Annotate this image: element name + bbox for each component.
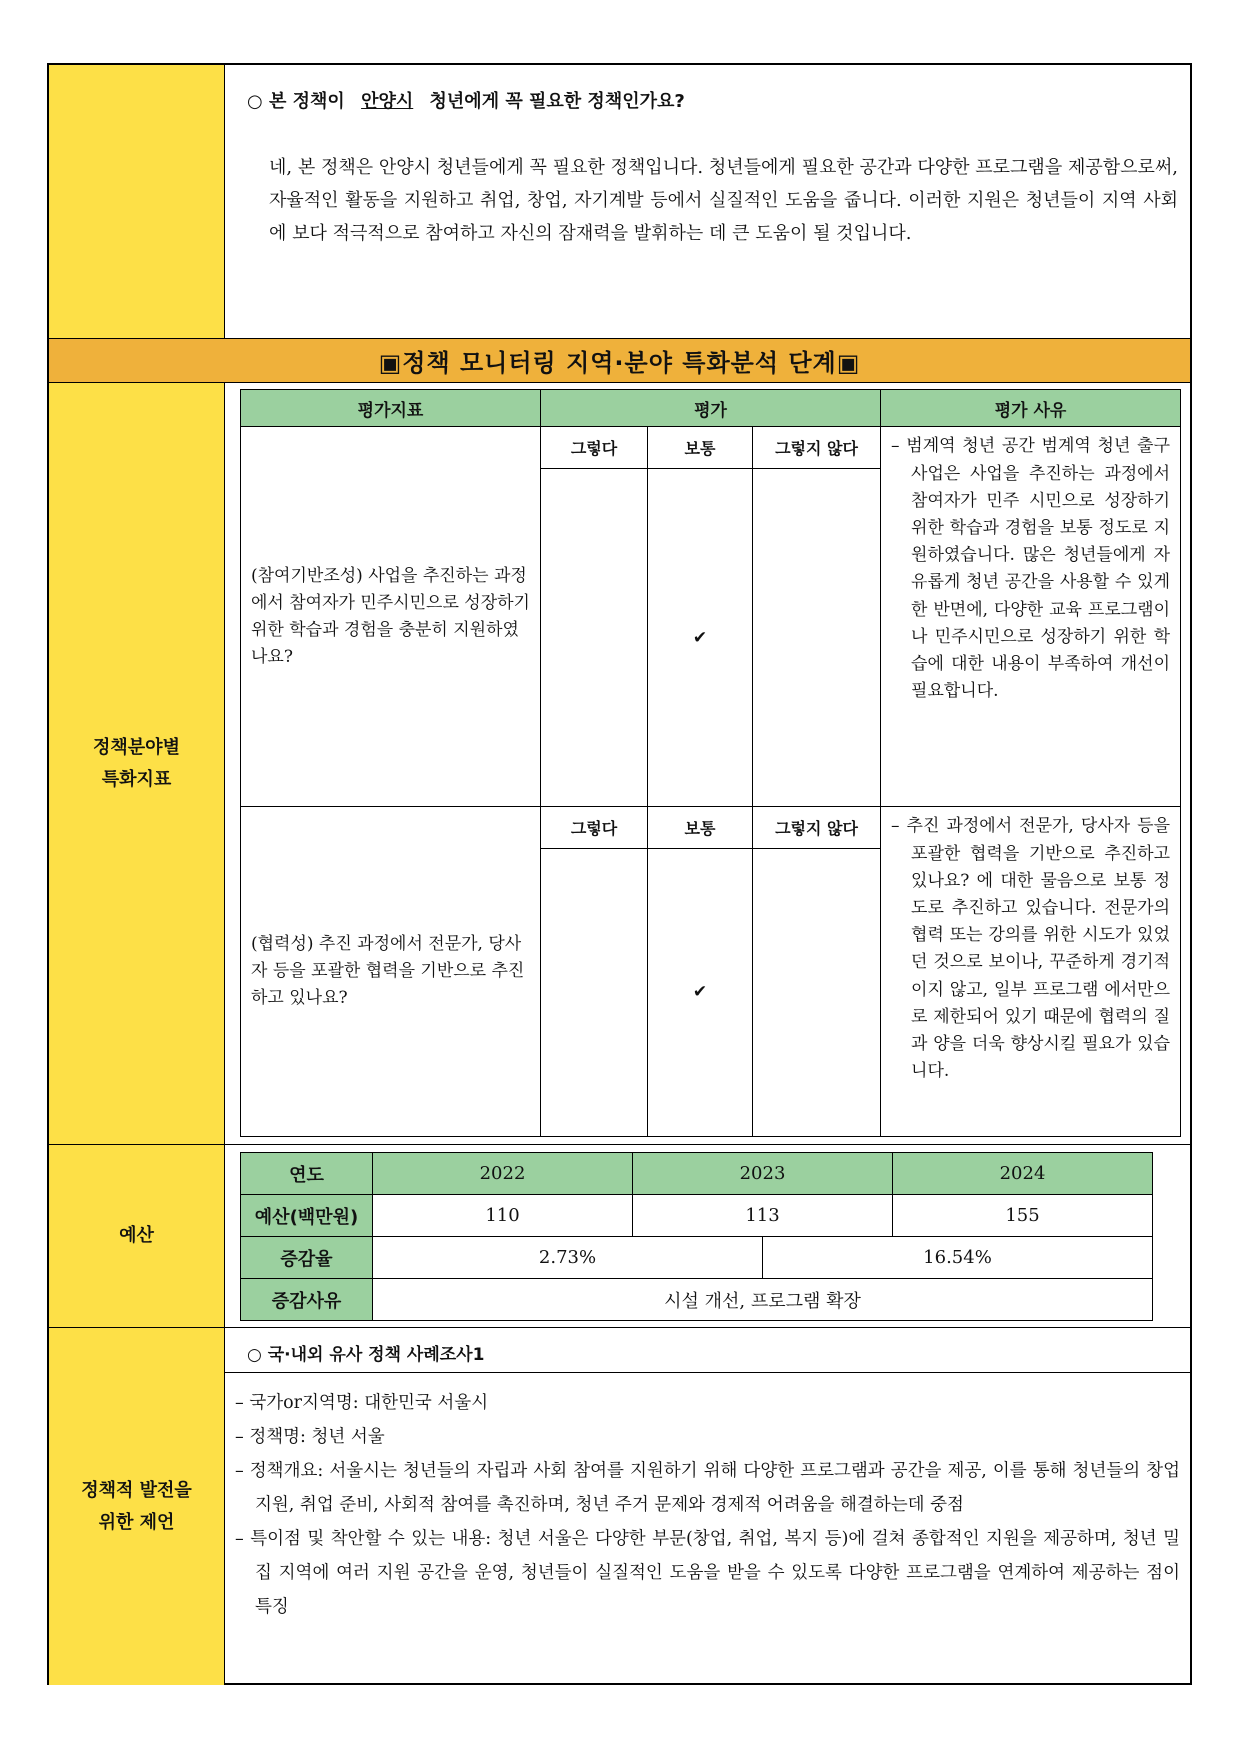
year-2023: 2023 — [633, 1153, 893, 1195]
option-neutral: 보통 — [648, 807, 753, 848]
list-item: – 특이점 및 착안할 수 있는 내용: 청년 서울은 다양한 부문(창업, 취업, 복지 등)에 걸쳐 종합적인 지원을 제공하며, 청년 밀집 지역에 여러 지원 공간을 운영, 청년들이 실질적인 도움을 받을 수 있도록 다양한 프로그램을 연계하여 제공하는 점이 특징 — [235, 1529, 1180, 1617]
question-prefix: ○ 본 정책이 — [247, 91, 345, 112]
proposal-side-label — [49, 1328, 225, 1685]
side-label-line2: 위한 제언 — [98, 1511, 175, 1533]
evaluation-table — [240, 389, 1181, 1137]
amount-2023: 113 — [633, 1195, 893, 1237]
year-2022: 2022 — [373, 1153, 633, 1195]
necessity-question — [247, 87, 685, 113]
policy-monitoring-form — [47, 63, 1192, 1685]
indicator-reason — [881, 807, 1181, 1137]
reason-label: 증감사유 — [241, 1279, 373, 1321]
question-suffix: 청년에게 꼭 필요한 정책인가요? — [429, 91, 685, 112]
amount-2024: 155 — [893, 1195, 1153, 1237]
check-mark-icon: ✔ — [648, 468, 753, 807]
budget-table — [240, 1152, 1153, 1321]
indicator-reason — [881, 427, 1181, 807]
option-no: 그렇지 않다 — [753, 807, 881, 848]
case-study-list — [235, 1386, 1180, 1624]
cell-yes — [541, 848, 648, 1136]
region-name: 안양시 — [361, 91, 414, 112]
option-neutral: 보통 — [648, 427, 753, 468]
indicator-question: (협력성) 추진 과정에서 전문가, 당사자 등을 포괄한 협력을 기반으로 추진하고 있나요? — [241, 807, 541, 1137]
cell-no — [753, 848, 881, 1136]
reason-text: – 범계역 청년 공간 범계역 청년 출구 사업은 사업을 추진하는 과정에서 참여자가 민주 시민으로 성장하기 위한 학습과 경험을 보통 정도로 지원하였습니다. 많은 청년들에게 자유롭게 청년 공간을 사용할 수 있게 한 반면에, 다양한 교육 프로그램이나 민주시민으로 성장하기 위한 학습에 대한 내용이 부족하여 개선이 필요합니다. — [891, 436, 1171, 702]
indicator-question: (참여기반조성) 사업을 추진하는 과정에서 참여자가 민주시민으로 성장하기 위한 학습과 경험을 충분히 지원하였나요? — [241, 427, 541, 807]
year-label: 연도 — [241, 1153, 373, 1195]
necessity-side-cell — [49, 65, 225, 338]
side-label-line2: 특화지표 — [101, 768, 172, 790]
banner-title: ▣정책 모니터링 지역·분야 특화분석 단계▣ — [49, 339, 1190, 382]
amount-label: 예산(백만원) — [241, 1195, 373, 1237]
budget-section — [49, 1145, 1190, 1328]
check-mark-icon: ✔ — [648, 848, 753, 1136]
indicator-section — [49, 383, 1190, 1145]
necessity-section — [49, 65, 1190, 339]
header-evaluation: 평가 — [541, 390, 881, 427]
list-item: – 정책명: 청년 서울 — [235, 1427, 385, 1447]
header-reason: 평가 사유 — [881, 390, 1181, 427]
option-yes: 그렇다 — [541, 807, 648, 848]
year-2024: 2024 — [893, 1153, 1153, 1195]
side-label-line1: 정책분야별 — [93, 736, 180, 758]
amount-2022: 110 — [373, 1195, 633, 1237]
necessity-answer: 네, 본 정책은 안양시 청년들에게 꼭 필요한 정책입니다. 청년들에게 필요한 공간과 다양한 프로그램을 제공함으로써, 자율적인 활동을 지원하고 취업, 창업, 자기계발 등에서 실질적인 도움을 줍니다. 이러한 지원은 청년들이 지역 사회에 보다 적극적으로 참여하고 자신의 잠재력을 발휘하는 데 큰 도움이 될 것입니다. — [269, 157, 1178, 244]
case-study-title: ○ 국·내외 유사 정책 사례조사1 — [225, 1328, 1190, 1373]
rate-2023: 2.73% — [373, 1237, 763, 1279]
list-item: – 정책개요: 서울시는 청년들의 자립과 사회 참여를 지원하기 위해 다양한 프로그램과 공간을 제공, 이를 통해 청년들의 창업 지원, 취업 준비, 사회적 참여를 촉진하며, 청년 주거 문제와 경제적 어려움을 해결하는데 중점 — [235, 1461, 1180, 1515]
indicator-side-label — [49, 383, 225, 1144]
reason-text: – 추진 과정에서 전문가, 당사자 등을 포괄한 협력을 기반으로 추진하고 있나요? 에 대한 물음으로 보통 정도로 추진하고 있습니다. 전문가의 협력 또는 강의를 위한 시도가 있었던 것으로 보이나, 꾸준하게 경기적이지 않고, 일부 프로그램 에서만으로 제한되어 있기 때문에 협력의 질과 양을 더욱 향상시킬 필요가 있습니다. — [891, 816, 1171, 1082]
list-item: – 국가or지역명: 대한민국 서울시 — [235, 1393, 489, 1413]
option-no: 그렇지 않다 — [753, 427, 881, 468]
cell-yes — [541, 468, 648, 807]
budget-reason: 시설 개선, 프로그램 확장 — [373, 1279, 1153, 1321]
proposal-section — [49, 1328, 1190, 1685]
header-indicator: 평가지표 — [241, 390, 541, 427]
option-yes: 그렇다 — [541, 427, 648, 468]
rate-2024: 16.54% — [763, 1237, 1153, 1279]
rate-label: 증감율 — [241, 1237, 373, 1279]
cell-no — [753, 468, 881, 807]
side-label-line1: 정책적 발전을 — [81, 1479, 192, 1501]
section-banner — [49, 339, 1190, 383]
budget-side-label: 예산 — [49, 1145, 225, 1327]
